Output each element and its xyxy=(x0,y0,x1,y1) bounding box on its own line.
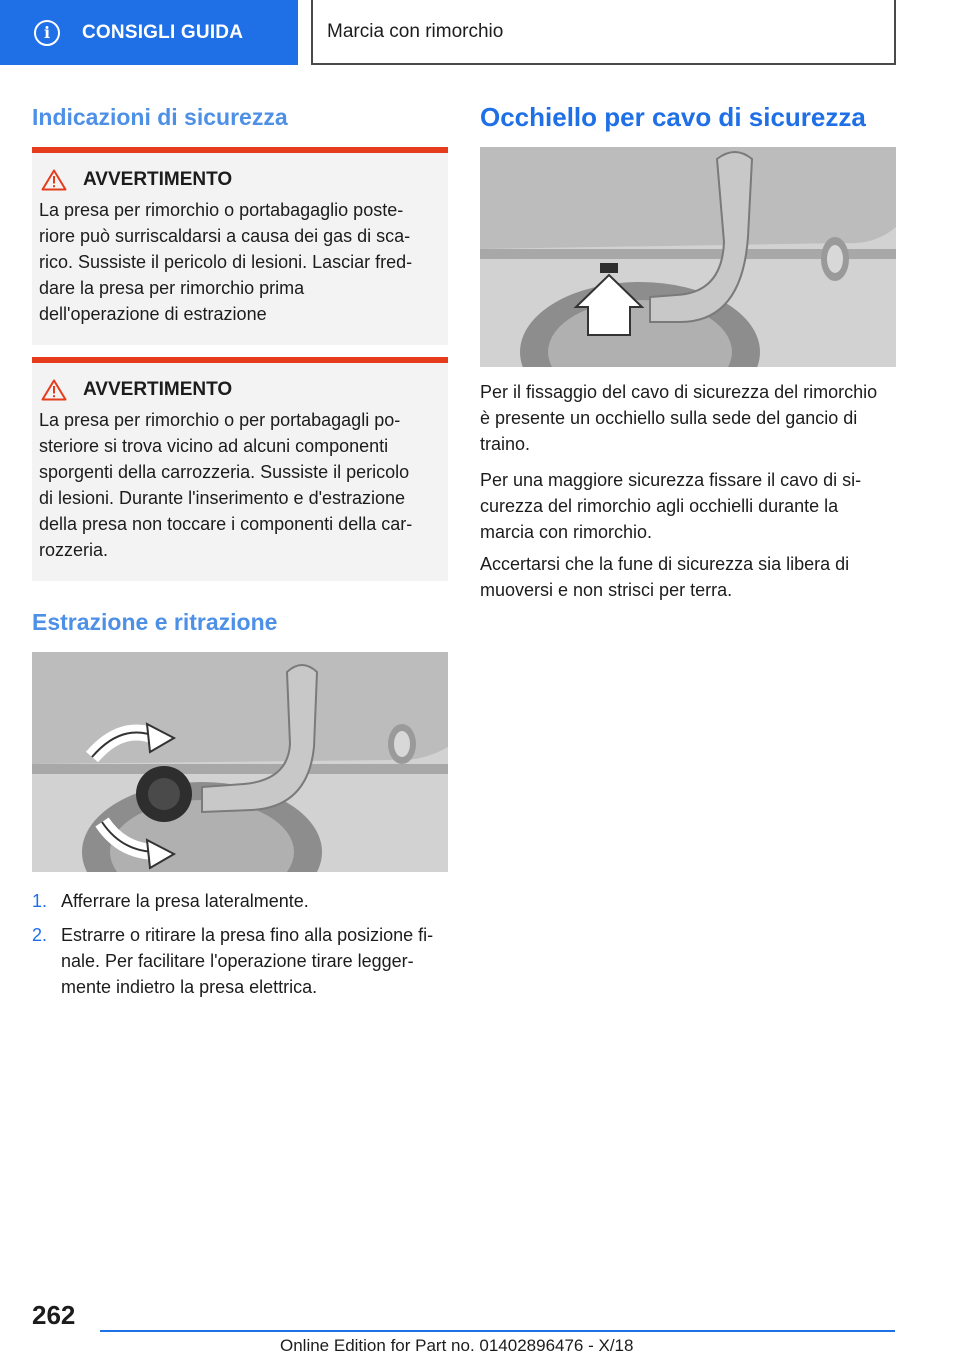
warning-line: di lesioni. Durante l'inserimento e d'estrazione xyxy=(39,488,406,508)
paragraph-line: muoversi e non strisci per terra. xyxy=(480,580,733,600)
right-column xyxy=(480,96,896,603)
safety-eyelet-heading: Occhiello per cavo di sicurezza xyxy=(480,102,866,132)
chapter-title-box xyxy=(311,0,896,65)
section-tab[interactable] xyxy=(0,0,298,65)
paragraph-line: traino. xyxy=(480,434,531,454)
warning-line: La presa per rimorchio o portabagaglio poste- xyxy=(39,200,404,220)
paragraph-line: Per una maggiore sicurezza fissare il cavo di si- xyxy=(480,470,862,490)
step-number: 2. xyxy=(32,925,48,945)
paragraph-3 xyxy=(480,551,896,603)
footer-divider xyxy=(100,1330,895,1332)
page-number: 262 xyxy=(32,1300,76,1330)
warning-line: La presa per rimorchio o per portabagagli po- xyxy=(39,410,401,430)
list-item xyxy=(32,888,448,914)
warning-triangle-icon xyxy=(41,169,67,191)
warning-line: rico. Sussiste il pericolo di lesioni. Lasciar fred- xyxy=(39,252,413,272)
warning-line: dare la presa per rimorchio prima xyxy=(39,278,305,298)
warning-line: steriore si trova vicino ad alcuni componenti xyxy=(39,436,389,456)
paragraph-1 xyxy=(480,379,896,457)
safety-heading: Indicazioni di sicurezza xyxy=(32,104,288,130)
section-label: CONSIGLI GUIDA xyxy=(82,21,244,43)
paragraph-line: Accertarsi che la fune di sicurezza sia libera di xyxy=(480,554,850,574)
warning-text xyxy=(39,197,440,327)
warning-line: sporgenti della carrozzeria. Sussiste il pericolo xyxy=(39,462,410,482)
info-icon: i xyxy=(34,20,60,46)
step-text xyxy=(61,888,309,914)
extraction-heading: Estrazione e ritrazione xyxy=(32,609,278,635)
warning-title: AVVERTIMENTO xyxy=(83,169,233,190)
warning-line: riore può surriscaldarsi a causa dei gas di sca- xyxy=(39,226,411,246)
socket-rotation-illustration xyxy=(32,652,448,872)
warning-box-1 xyxy=(32,147,448,345)
warning-header xyxy=(39,379,440,401)
warning-line: della presa non toccare i componenti della car- xyxy=(39,514,413,534)
steps-list xyxy=(32,888,448,1000)
warning-triangle-icon xyxy=(41,379,67,401)
paragraph-line: curezza del rimorchio agli occhielli durante la xyxy=(480,496,839,516)
step-line: mente indietro la presa elettrica. xyxy=(61,977,318,997)
footer-edition: Online Edition for Part no. 01402896476 - X/18 xyxy=(280,1336,634,1355)
warning-box-2 xyxy=(32,357,448,581)
warning-line: dell'operazione di estrazione xyxy=(39,304,267,324)
step-line: nale. Per facilitare l'operazione tirare legger- xyxy=(61,951,414,971)
warning-line: rozzeria. xyxy=(39,540,109,560)
warning-text xyxy=(39,407,440,563)
left-column xyxy=(32,96,448,1008)
chapter-title: Marcia con rimorchio xyxy=(327,20,504,42)
safety-eyelet-illustration xyxy=(480,147,896,367)
paragraph-2 xyxy=(480,467,896,545)
warning-header xyxy=(39,169,440,191)
step-line: Afferrare la presa lateralmente. xyxy=(61,891,309,911)
paragraph-line: è presente un occhiello sulla sede del gancio di xyxy=(480,408,858,428)
paragraph-line: marcia con rimorchio. xyxy=(480,522,653,542)
step-number: 1. xyxy=(32,891,48,911)
list-item xyxy=(32,922,448,1000)
step-text xyxy=(61,922,433,1000)
step-line: Estrarre o ritirare la presa fino alla posizione fi- xyxy=(61,925,434,945)
paragraph-line: Per il fissaggio del cavo di sicurezza del rimorchio xyxy=(480,382,878,402)
warning-title: AVVERTIMENTO xyxy=(83,379,233,400)
